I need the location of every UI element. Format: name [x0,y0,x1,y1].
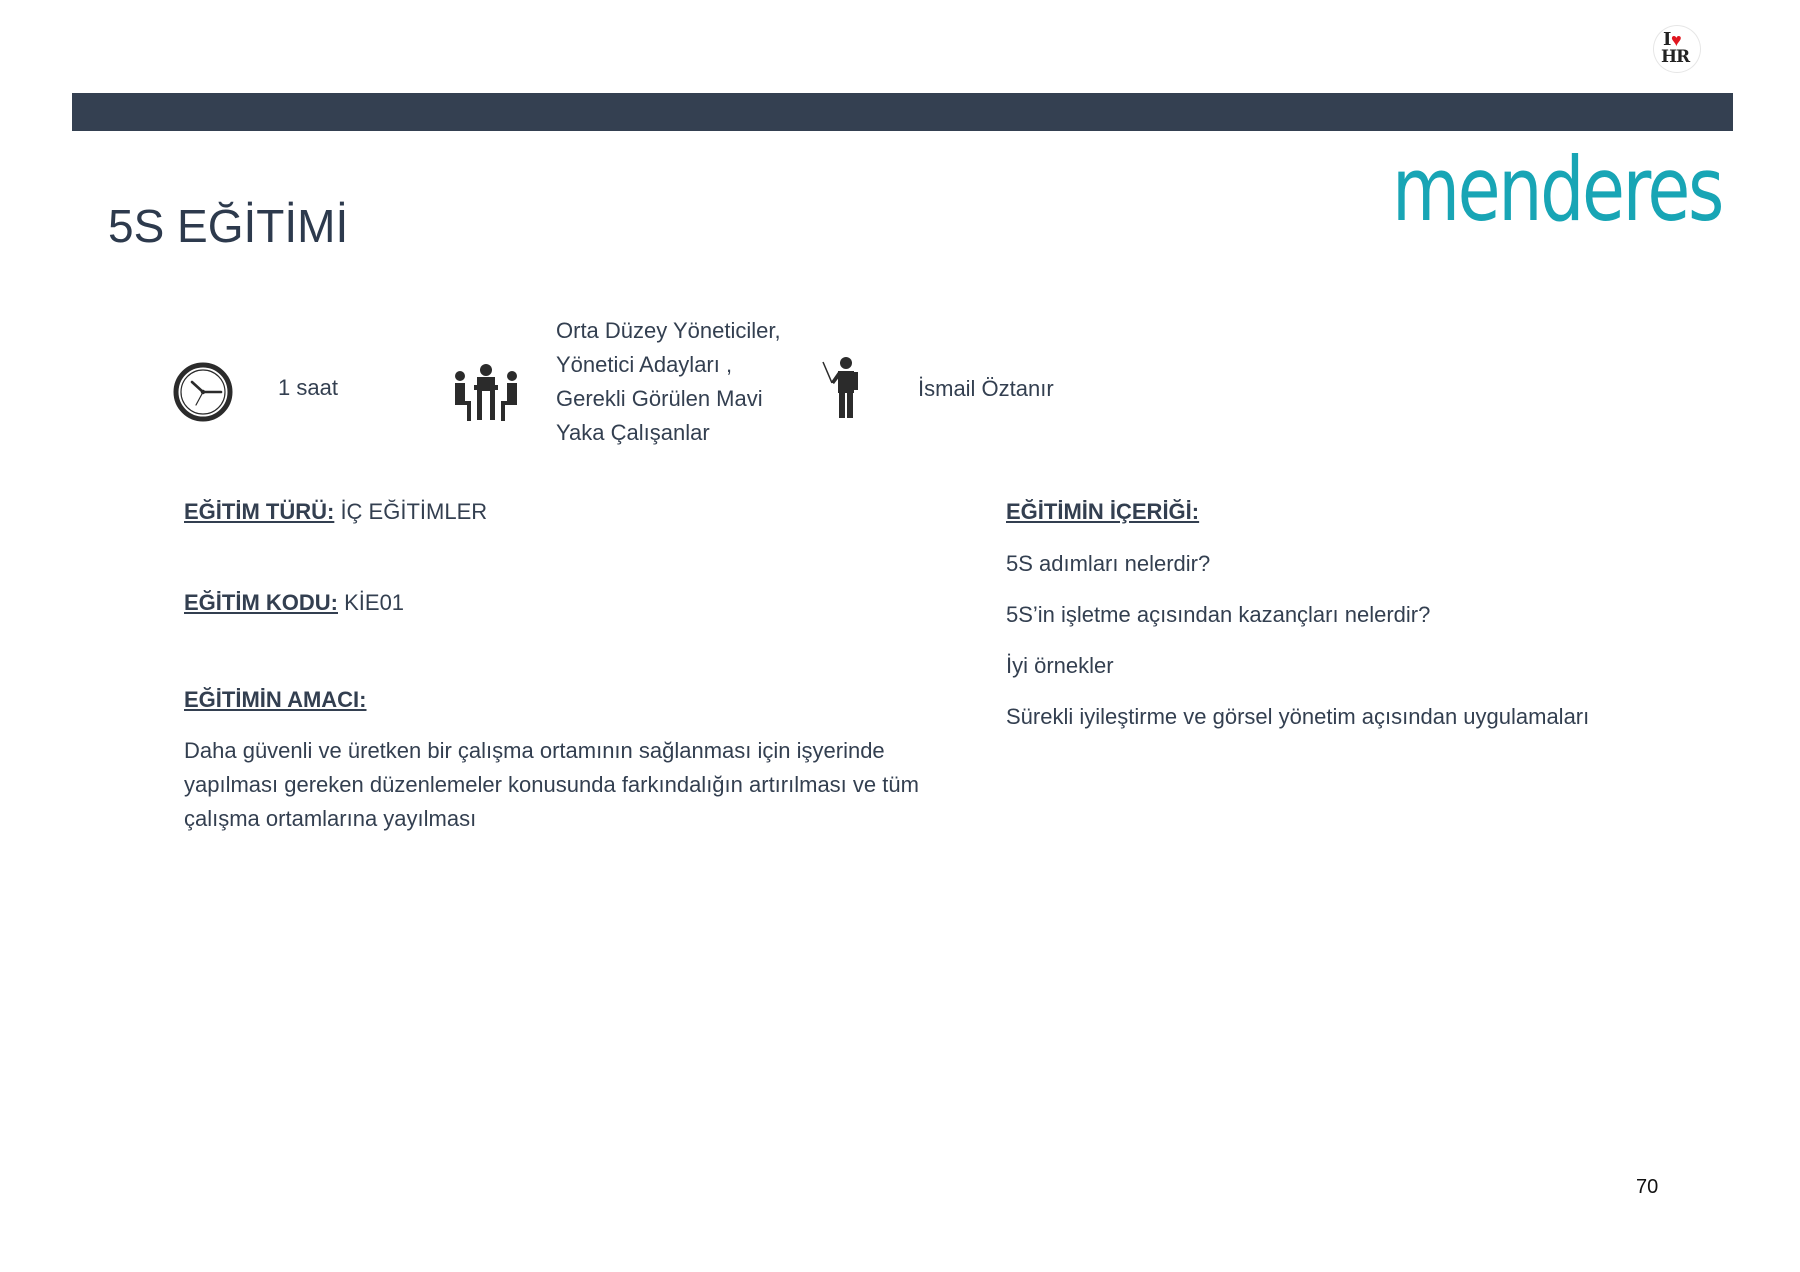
badge-text: HR [1661,47,1690,67]
list-item: İyi örnekler [1006,653,1114,678]
training-type-value: İÇ EĞİTİMLER [334,499,488,524]
training-content-label: EĞİTİMİN İÇERİĞİ: [1006,499,1200,524]
training-type-label: EĞİTİM TÜRÜ: [184,499,335,524]
training-aim-text: Daha güvenli ve üretken bir çalışma ortamının sağlanması için işyerinde yapılması gereken düzenlemeler konusunda farkındalığın artırılması ve tüm çalışma ortamlarına yayılması [184,738,919,831]
training-aim-field [184,683,367,717]
header-bar [72,93,1733,131]
badge-letter: I [1663,29,1672,50]
i-love-hr-logo [1653,25,1701,73]
page-title: 5S EĞİTİMİ [108,200,349,252]
trainer-name: İsmail Öztanır [918,376,1054,401]
training-content-list [1006,547,1589,751]
brand-wordmark: menderes [1392,138,1722,241]
duration-text: 1 saat [278,375,338,400]
list-item: 5S adımları nelerdir? [1006,551,1211,576]
presenter-icon [820,356,866,420]
heart-icon: ♥ [1671,30,1682,50]
menderes-logo [1392,138,1727,241]
training-code-field [184,586,404,620]
clock-icon [172,361,234,423]
list-item: Sürekli iyileştirme ve görsel yönetim açısından uygulamaları [1006,704,1590,729]
training-aim-label: EĞİTİMİN AMACI: [184,687,367,712]
training-code-label: EĞİTİM KODU: [184,590,338,615]
meeting-group-icon [453,363,519,425]
training-content-field [1006,495,1199,529]
list-item: 5S’in işletme açısından kazançları nelerdir? [1006,602,1431,627]
page-number: 70 [1636,1176,1659,1198]
training-code-value: KİE01 [338,590,405,615]
training-type-field [184,495,487,529]
audience-text: Orta Düzey Yöneticiler, Yönetici Adayları , Gerekli Görülen Mavi Yaka Çalışanlar [556,318,781,445]
